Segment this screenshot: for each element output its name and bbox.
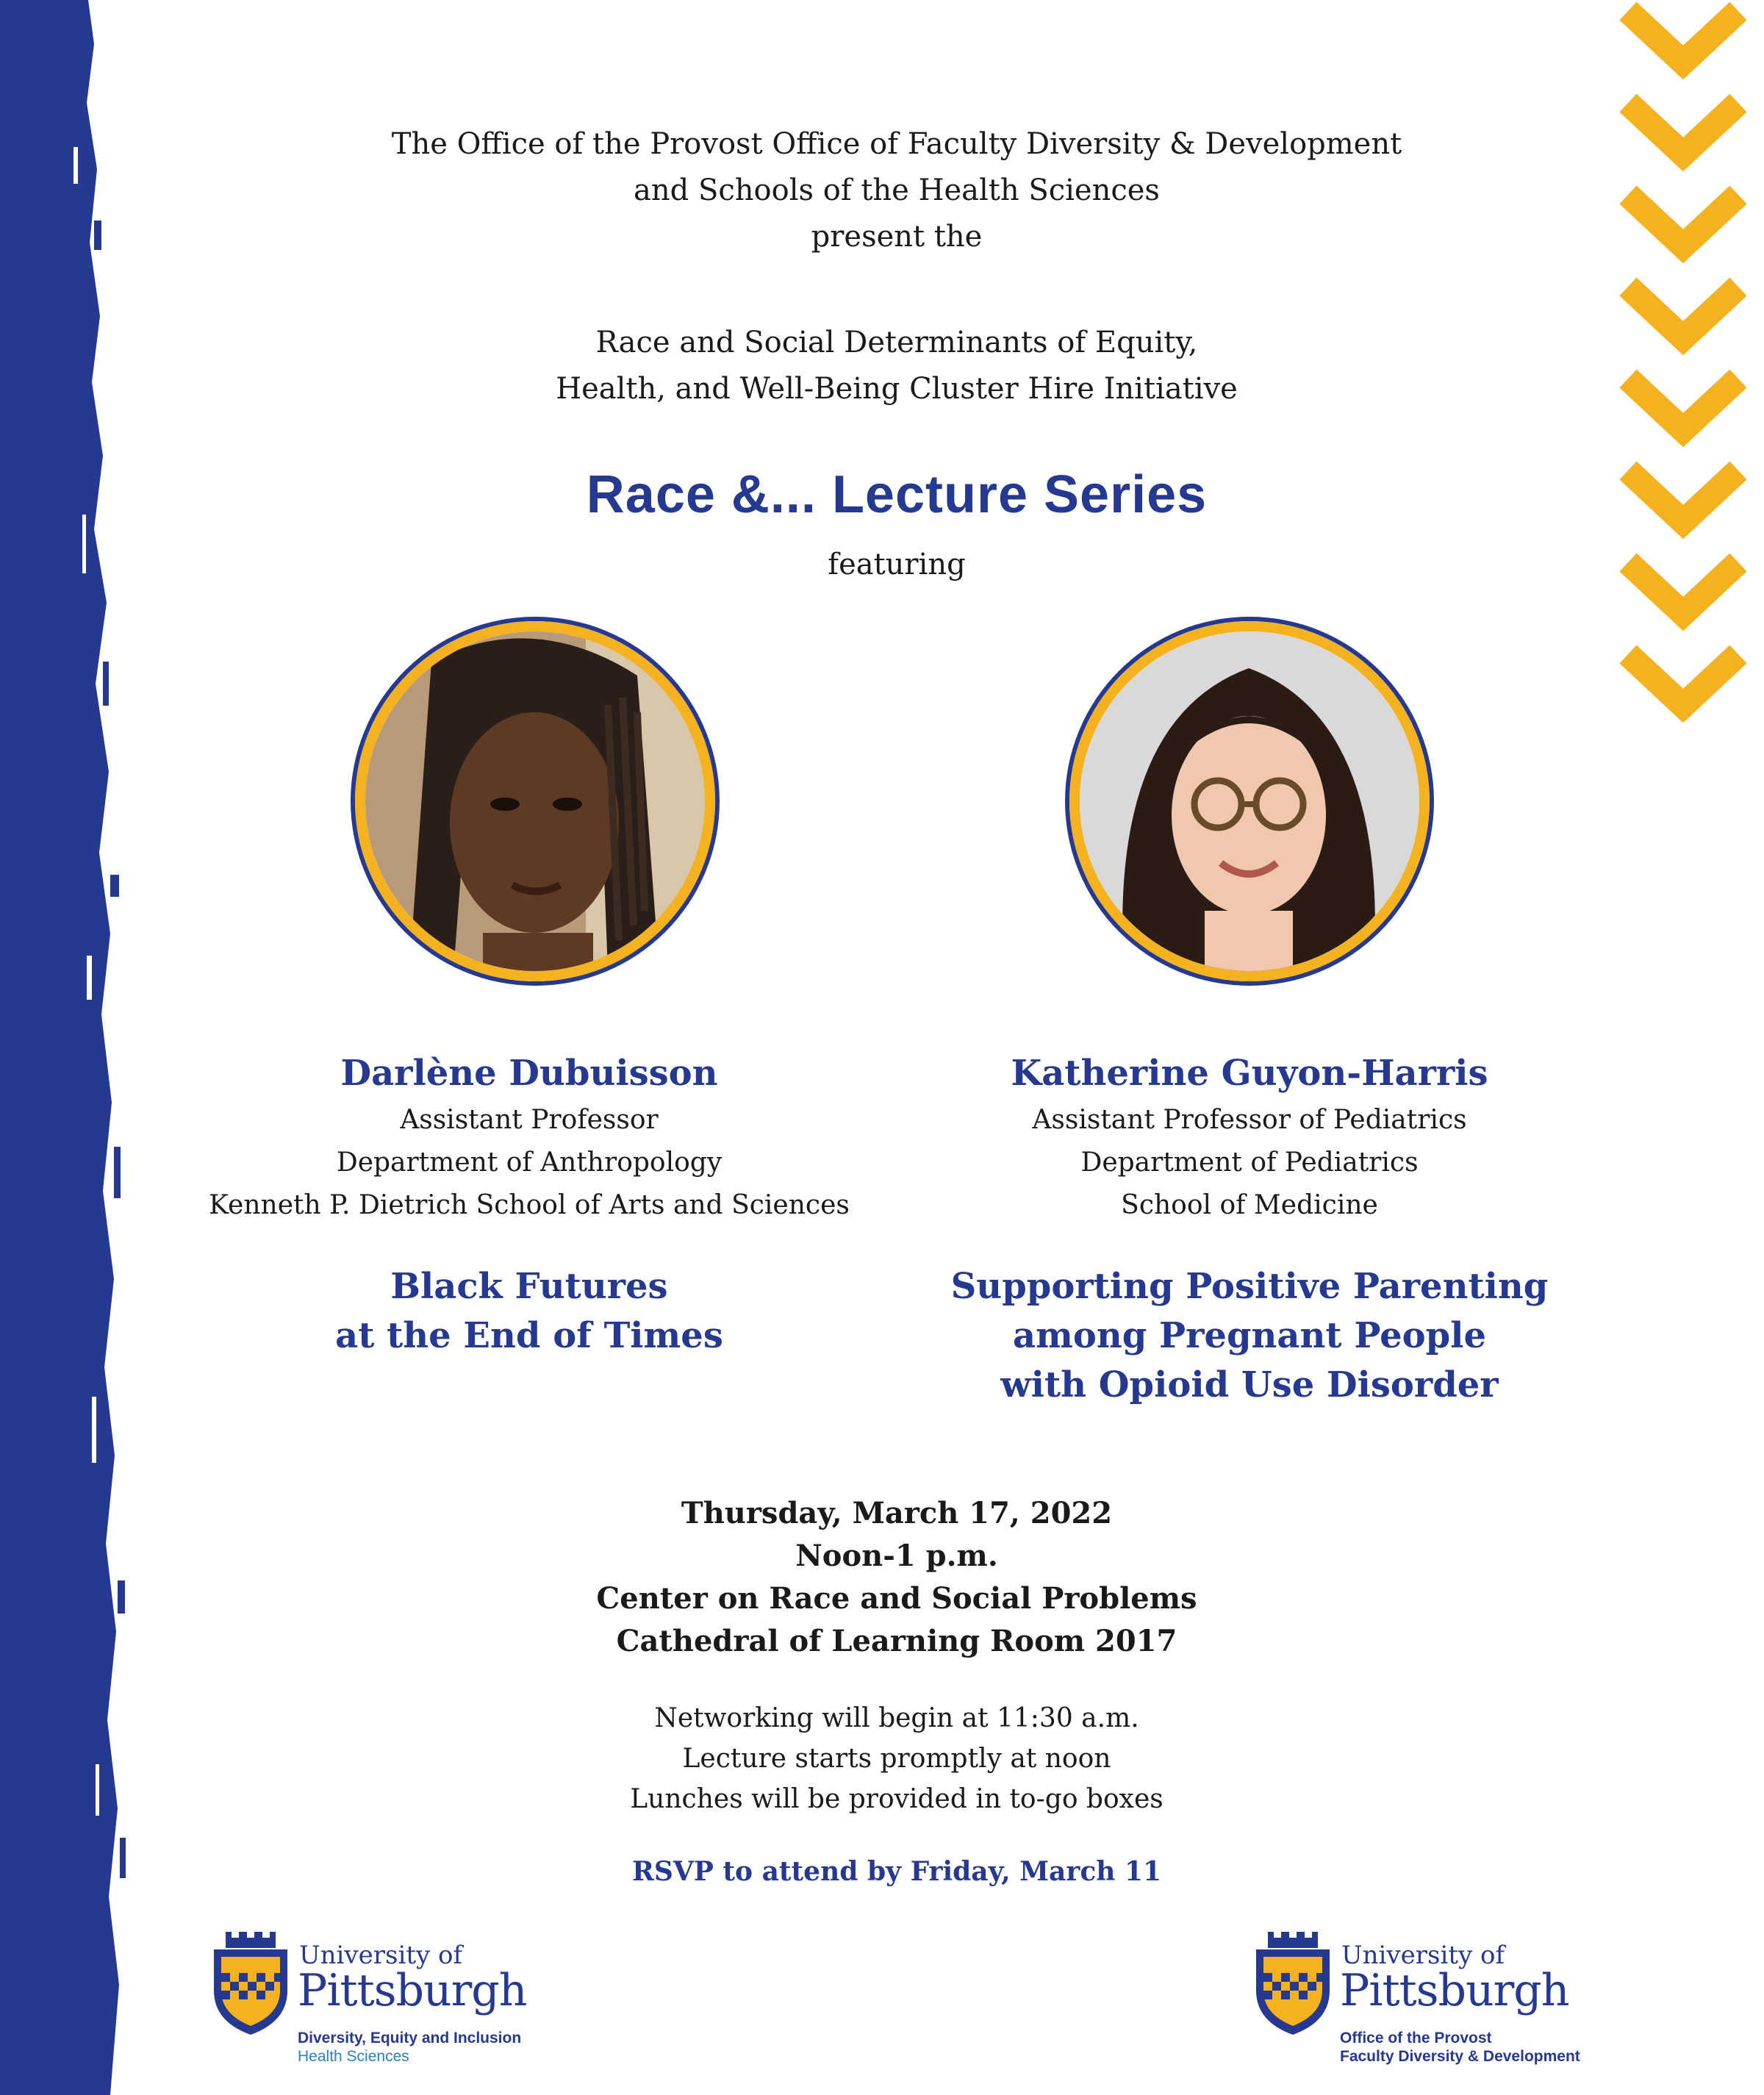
speaker-2 [882, 1048, 1617, 1410]
speaker-1-title: Assistant Professor [400, 1105, 659, 1135]
speaker-2-title: Assistant Professor of Pediatrics [1032, 1105, 1467, 1135]
speaker-2-talk-line-3: with Opioid Use Disorder [1000, 1364, 1499, 1405]
logo-2-university-of: University of [1341, 1941, 1505, 1970]
note-networking: Networking will begin at 11:30 a.m. [654, 1703, 1139, 1733]
logo-1-university-of: University of [299, 1941, 463, 1970]
logo-2-sub-1: Office of the Provost [1340, 2030, 1492, 2046]
pitt-shield-icon [1253, 1932, 1333, 2035]
speaker-1-school: Kenneth P. Dietrich School of Arts and Sciences [209, 1190, 850, 1220]
logo-2-pittsburgh: Pittsburgh [1340, 1965, 1569, 2016]
logo-1-sub-2: Health Sciences [298, 2048, 409, 2065]
speaker-2-portrait [1069, 621, 1430, 981]
featuring-label: featuring [828, 548, 966, 581]
event-time: Noon-1 p.m. [795, 1539, 998, 1573]
event-venue: Center on Race and Social Problems [596, 1581, 1197, 1616]
logo-1-sub-1: Diversity, Equity and Inclusion [298, 2030, 522, 2046]
initiative-line-1: Race and Social Determinants of Equity, [595, 326, 1198, 359]
presenters-text [132, 121, 1661, 260]
speaker-1-name: Darlène Dubuisson [340, 1053, 718, 1094]
blue-brush-strip [0, 0, 140, 2095]
pitt-shield-icon [211, 1932, 290, 2035]
speaker-1-department: Department of Anthropology [336, 1147, 723, 1178]
logo-2-sub-2: Faculty Diversity & Development [1340, 2048, 1580, 2065]
note-lecture-start: Lecture starts promptly at noon [682, 1744, 1111, 1774]
event-room: Cathedral of Learning Room 2017 [616, 1624, 1177, 1658]
speaker-2-school: School of Medicine [1121, 1190, 1378, 1220]
rsvp-text: RSVP to attend by Friday, March 11 [631, 1856, 1162, 1887]
initiative-line-2: Health, and Well-Being Cluster Hire Initiative [556, 372, 1238, 406]
pitt-logo-health-sciences [211, 1926, 578, 2073]
presenters-line-2: and Schools of the Health Sciences [634, 173, 1160, 207]
presenters-line-1: The Office of the Provost Office of Faculty Diversity & Development [391, 127, 1402, 161]
speaker-1-talk [162, 1262, 897, 1361]
speaker-2-talk [882, 1262, 1617, 1410]
event-date: Thursday, March 17, 2022 [681, 1496, 1113, 1530]
speaker-2-talk-line-1: Supporting Positive Parenting [950, 1266, 1549, 1307]
event-details [132, 1492, 1661, 1663]
speaker-2-name: Katherine Guyon-Harris [1011, 1053, 1488, 1094]
speaker-1-talk-line-1: Black Futures [390, 1266, 668, 1307]
note-lunches: Lunches will be provided in to-go boxes [630, 1784, 1164, 1814]
pitt-logo-provost [1253, 1926, 1621, 2073]
initiative-text [132, 320, 1661, 412]
logo-1-pittsburgh: Pittsburgh [298, 1965, 527, 2016]
presenters-line-3: present the [811, 220, 983, 254]
speaker-1 [162, 1048, 897, 1361]
speaker-2-department: Department of Pediatrics [1080, 1147, 1419, 1178]
series-title: Race &... Lecture Series [586, 465, 1208, 524]
speaker-1-portrait [355, 621, 715, 981]
speaker-2-talk-line-2: among Pregnant People [1012, 1315, 1487, 1356]
event-notes [132, 1698, 1661, 1819]
speaker-1-talk-line-2: at the End of Times [335, 1315, 723, 1356]
